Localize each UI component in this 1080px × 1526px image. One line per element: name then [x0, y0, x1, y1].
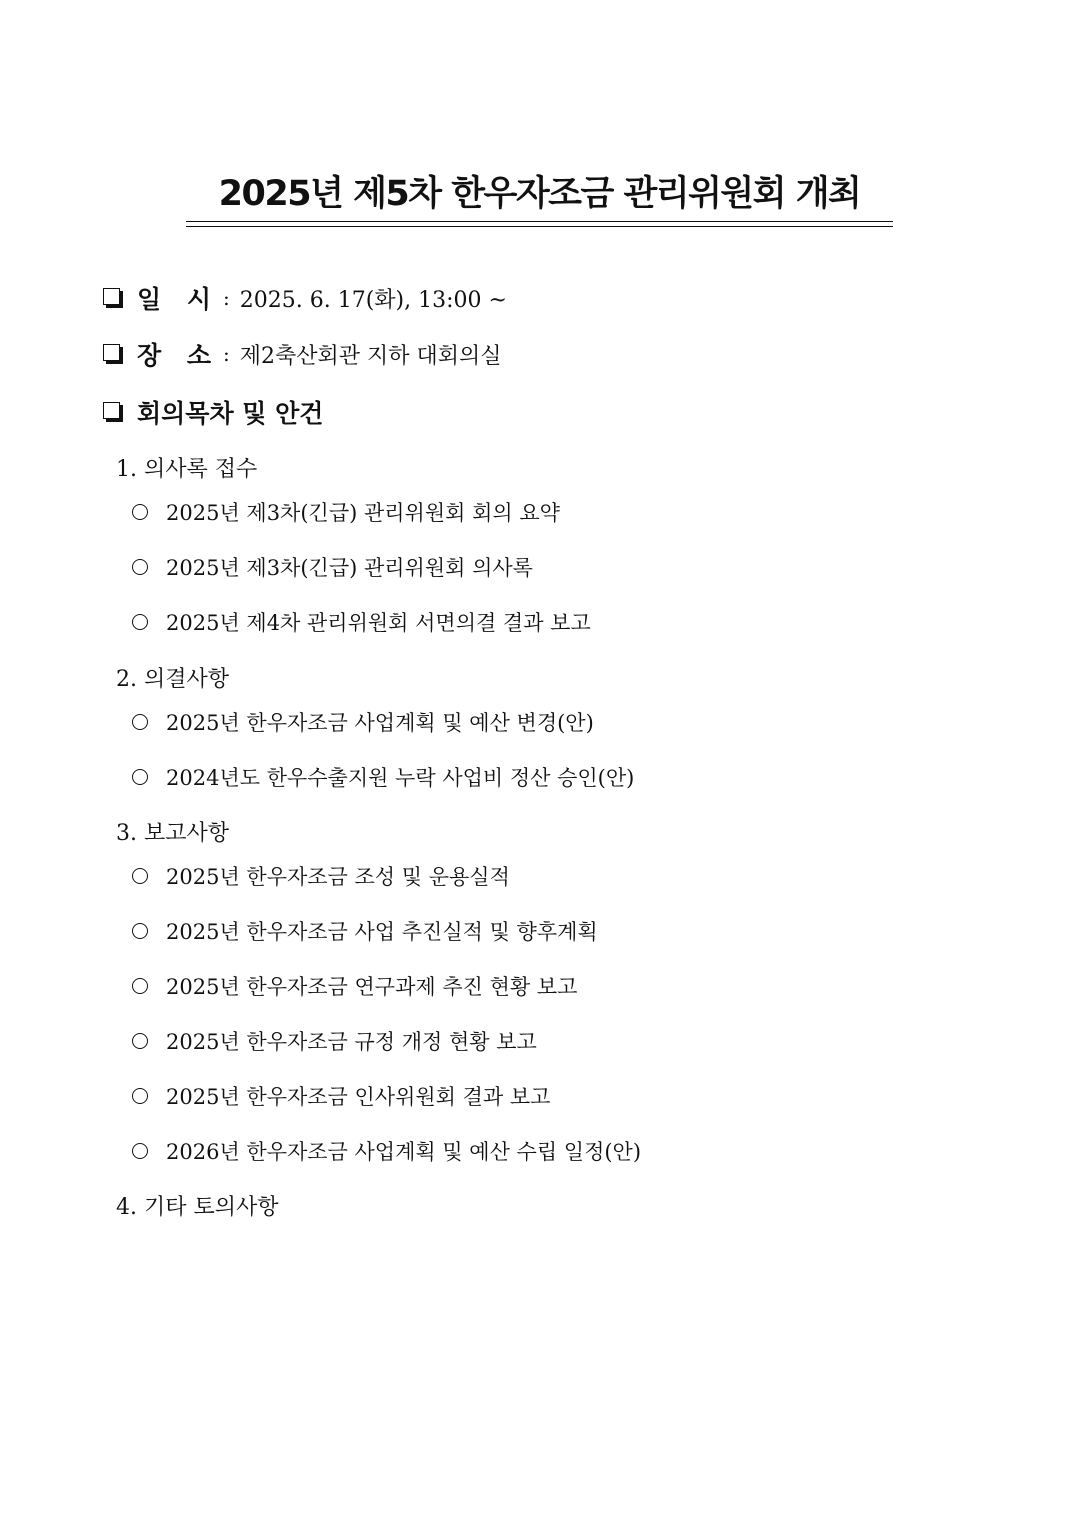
- section-heading: 4. 기타 토의사항: [116, 1195, 279, 1220]
- agenda-item-text: 2024년도 한우수출지원 누락 사업비 정산 승인(안): [166, 766, 635, 790]
- agenda-item: [132, 1026, 537, 1056]
- agenda-item-text: 2025년 한우자조금 사업계획 및 예산 변경(안): [166, 711, 594, 735]
- colon-separator: :: [223, 342, 230, 366]
- square-bullet-icon: [103, 402, 120, 419]
- place-value: 제2축산회관 지하 대회의실: [239, 343, 502, 369]
- agenda-item-text: 2026년 한우자조금 사업계획 및 예산 수립 일정(안): [166, 1140, 642, 1164]
- circle-bullet-icon: [132, 1143, 148, 1159]
- title-double-underline: [186, 221, 893, 227]
- date-label-char: 시: [186, 285, 211, 314]
- agenda-item-text: 2025년 제4차 관리위원회 서면의결 결과 보고: [166, 611, 591, 635]
- place-label-char: 소: [186, 341, 211, 370]
- circle-bullet-icon: [132, 504, 148, 520]
- circle-bullet-icon: [132, 978, 148, 994]
- agenda-item: [132, 1136, 641, 1166]
- agenda-item: [132, 497, 560, 527]
- date-label: [137, 280, 211, 316]
- place-label: [137, 336, 211, 372]
- agenda-item-text: 2025년 한우자조금 인사위원회 결과 보고: [166, 1085, 551, 1109]
- circle-bullet-icon: [132, 714, 148, 730]
- agenda-row: [103, 392, 323, 432]
- document-title-block: [186, 168, 893, 227]
- circle-bullet-icon: [132, 559, 148, 575]
- date-row: [103, 278, 507, 318]
- section-heading: 2. 의결사항: [116, 667, 229, 692]
- colon-separator: :: [223, 286, 230, 310]
- circle-bullet-icon: [132, 614, 148, 630]
- agenda-item: [132, 762, 634, 792]
- agenda-item: [132, 607, 591, 637]
- circle-bullet-icon: [132, 868, 148, 884]
- agenda-item-text: 2025년 한우자조금 연구과제 추진 현황 보고: [166, 975, 578, 999]
- section-heading: 1. 의사록 접수: [116, 457, 258, 482]
- agenda-item: [132, 1081, 550, 1111]
- circle-bullet-icon: [132, 1088, 148, 1104]
- agenda-item: [132, 916, 598, 946]
- agenda-label: 회의목차 및 안건: [137, 399, 324, 428]
- place-row: [103, 334, 502, 374]
- circle-bullet-icon: [132, 923, 148, 939]
- date-label-char: 일: [137, 285, 162, 314]
- agenda-item: [132, 552, 533, 582]
- document-title: 2025년 제5차 한우자조금 관리위원회 개최: [218, 174, 861, 214]
- circle-bullet-icon: [132, 1033, 148, 1049]
- agenda-item-text: 2025년 제3차(긴급) 관리위원회 회의 요약: [166, 501, 560, 525]
- agenda-item-text: 2025년 제3차(긴급) 관리위원회 의사록: [166, 556, 533, 580]
- date-value: 2025. 6. 17(화), 13:00 ~: [239, 287, 507, 313]
- agenda-item-text: 2025년 한우자조금 조성 및 운용실적: [166, 865, 510, 889]
- place-label-char: 장: [137, 341, 162, 370]
- agenda-item-text: 2025년 한우자조금 규정 개정 현황 보고: [166, 1030, 537, 1054]
- agenda-item: [132, 971, 577, 1001]
- square-bullet-icon: [103, 288, 120, 305]
- circle-bullet-icon: [132, 769, 148, 785]
- agenda-item-text: 2025년 한우자조금 사업 추진실적 및 향후계획: [166, 920, 598, 944]
- section-heading: 3. 보고사항: [116, 821, 229, 846]
- agenda-item: [132, 707, 594, 737]
- square-bullet-icon: [103, 344, 120, 361]
- agenda-item: [132, 861, 510, 891]
